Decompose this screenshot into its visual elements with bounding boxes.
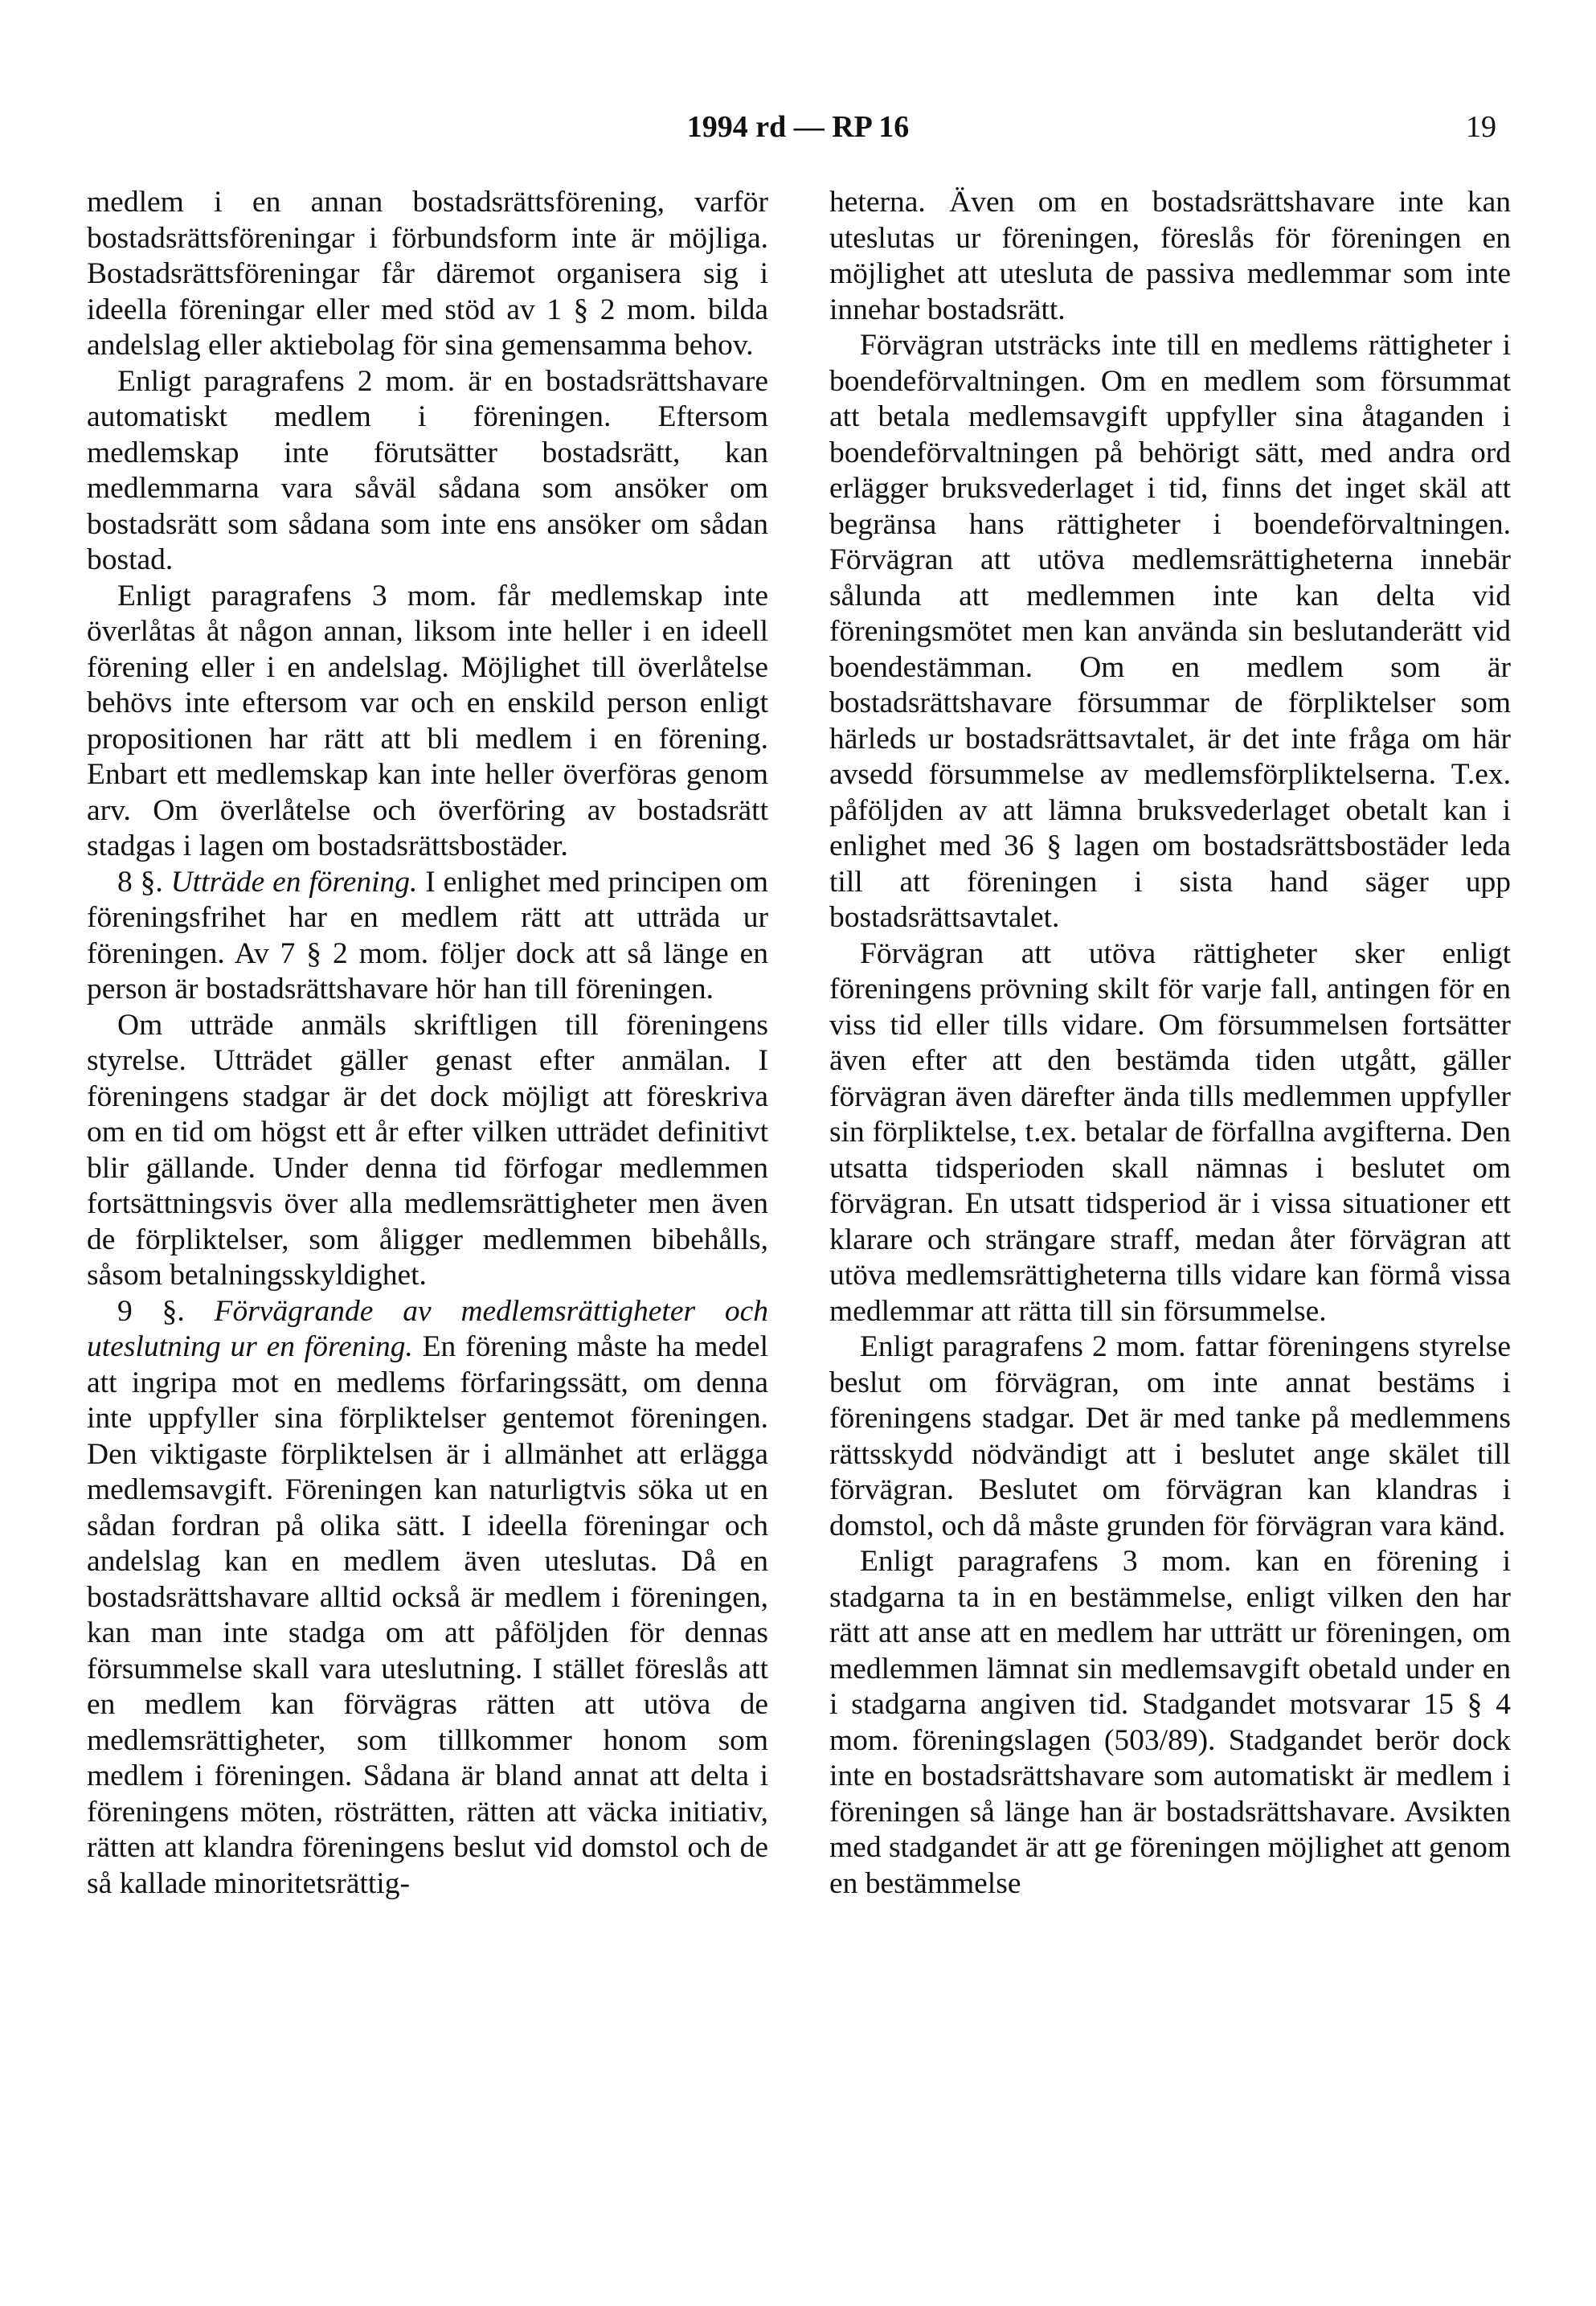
paragraph: Förvägran utsträcks inte till en medlems rättigheter i boendeförvaltningen. Om en medlem som försummat att betala medlemsavgift uppfyller sina åtaganden i boendeförvaltningen på behörigt sätt, med andra ord erlägger bruksvederlaget i tid, finns det inget skäl att begränsa hans rättigheter i boendeförvaltningen. Förvägran att utöva medlemsrättigheterna innebär sålunda att medlemmen inte kan delta vid föreningsmötet men kan använda sin beslutanderätt vid boendestämman. Om en medlem som är bostadsrättshavare försummar de förpliktelser som härleds ur bostadsrättsavtalet, är det inte fråga om här avsedd försummelse av medlemsförpliktelserna. T.ex. påföljden av att lämna bruksvederlaget obetalt kan i enlighet med 36 § lagen om bostadsrättsbostäder leda till att föreningen i sista hand säger upp bostadsrättsavtalet.	[829, 329, 1511, 934]
page-header	[0, 103, 1596, 151]
paragraph: Om utträde anmäls skriftligen till föreningens styrelse. Utträdet gäller genast efter anmälan. I föreningens stadgar är det dock möjligt att föreskriva om en tid om högst ett år efter vilken utträdet definitivt blir gällande. Under denna tid förfogar medlemmen fortsättningsvis över alla medlemsrättigheter men även de förpliktelser, som åligger medlemmen bibehålls, såsom betalningsskyldighet.	[87, 1008, 768, 1292]
section-text: I enlighet med principen om föreningsfrihet har en medlem rätt att utträda ur föreningen. Av 7 § 2 mom. följer dock att så länge en person är bostadsrättshavare hör han till föreningen.	[87, 865, 769, 1006]
body-columns	[87, 185, 1511, 1902]
paragraph: heterna. Även om en bostadsrättshavare inte kan uteslutas ur föreningen, föreslås för föreningen en möjlighet att utesluta de passiva medlemmar som inte innehar bostadsrätt.	[829, 186, 1511, 326]
section-heading: Förvägrande av medlemsrättigheter och uteslutning ur en förening.	[87, 1294, 769, 1363]
section-number: 9 §.	[117, 1294, 185, 1328]
section-paragraph	[87, 865, 768, 1008]
section-number: 8 §.	[117, 865, 163, 899]
paragraph: Enligt paragrafens 2 mom. är en bostadsrättshavare automatiskt medlem i föreningen. Eftersom medlemskap inte förutsätter bostadsrätt, kan medlemmarna vara såväl sådana som ansöker om bostadsrätt som sådana som inte ens ansöker om sådan bostad.	[87, 364, 768, 576]
paragraph: Förvägran att utöva rättigheter sker enligt föreningens prövning skilt för varje fall, antingen för en viss tid eller tills vidare. Om försummelsen fortsätter även efter att den bestämda tiden utgått, gäller förvägran även därefter ända tills medlemmen uppfyller sin förpliktelse, t.ex. betalar de förfallna avgifterna. Den utsatta tidsperioden skall nämnas i beslutet om förvägran. En utsatt tidsperiod är i vissa situationer ett klarare och strängare straff, medan åter förvägran att utöva medlemsrättigheterna tills vidare kan förmå vissa medlemmar att rätta till sin försummelse.	[829, 936, 1511, 1328]
paragraph: Enligt paragrafens 2 mom. fattar föreningens styrelse beslut om förvägran, om inte annat bestäms i föreningens stadgar. Det är med tanke på medlemmens rättsskydd nödvändigt att i beslutet ange skälet till förvägran. Beslutet om förvägran kan klandras i domstol, och då måste grunden för förvägran vara känd.	[829, 1330, 1511, 1542]
paragraph: Enligt paragrafens 3 mom. får medlemskap inte överlåtas åt någon annan, liksom inte heller i en ideell förening eller i en andelslag. Möjlighet till överlåtelse behövs inte eftersom var och en enskild person enligt propositionen har rätt att bli medlem i en förening. Enbart ett medlemskap kan inte heller överföras genom arv. Om överlåtelse och överföring av bostadsrätt stadgas i lagen om bostadsrättsbostäder.	[87, 579, 768, 862]
running-header-title: 1994 rd — RP 16	[686, 110, 910, 144]
paragraph: Enligt paragrafens 3 mom. kan en förening i stadgarna ta in en bestämmelse, enligt vilken den har rätt att anse att en medlem har utträtt ur föreningen, om medlemmen lämnat sin medlemsavgift obetald under en i stadgarna angiven tid. Stadgandet motsvarar 15 § 4 mom. föreningslagen (503/89). Stadgandet berör dock inte en bostadsrättshavare som automatiskt är medlem i föreningen så länge han är bostadsrättshavare. Avsikten med stadgandet är att ge föreningen möjlighet att genom en bestämmelse	[829, 1545, 1511, 1900]
left-column	[87, 185, 768, 1902]
page-number: 19	[1466, 110, 1496, 144]
section-paragraph	[87, 1294, 768, 1903]
section-heading: Utträde en förening.	[170, 865, 418, 899]
paragraph: medlem i en annan bostadsrättsförening, varför bostadsrättsföreningar i förbundsform inte är möjliga. Bostadsrättsföreningar får däremot organisera sig i ideella föreningar eller med stöd av 1 § 2 mom. bilda andelslag eller aktiebolag för sina gemensamma behov.	[87, 186, 768, 362]
right-column	[829, 185, 1511, 1902]
section-text: En förening måste ha medel att ingripa mot en medlems förfaringssätt, om denna inte uppfyller sina förpliktelser gentemot föreningen. Den viktigaste förpliktelsen är i allmänhet att erlägga medlemsavgift. Föreningen kan naturligtvis söka ut en sådan fordran på olika sätt. I ideella föreningar och andelslag kan en medlem även uteslutas. Då en bostadsrättshavare alltid också är medlem i föreningen, kan man inte stadga om att påföljden för dennas försummelse skall vara uteslutning. I stället föreslås att en medlem kan förvägras rätten att utöva de medlemsrättigheter, som tillkommer honom som medlem i föreningen. Sådana är bland annat att delta i föreningens möten, rösträtten, rätten att väcka initiativ, rätten att klandra föreningens beslut vid domstol och de så kallade minoritetsrättig-	[87, 1330, 768, 1900]
